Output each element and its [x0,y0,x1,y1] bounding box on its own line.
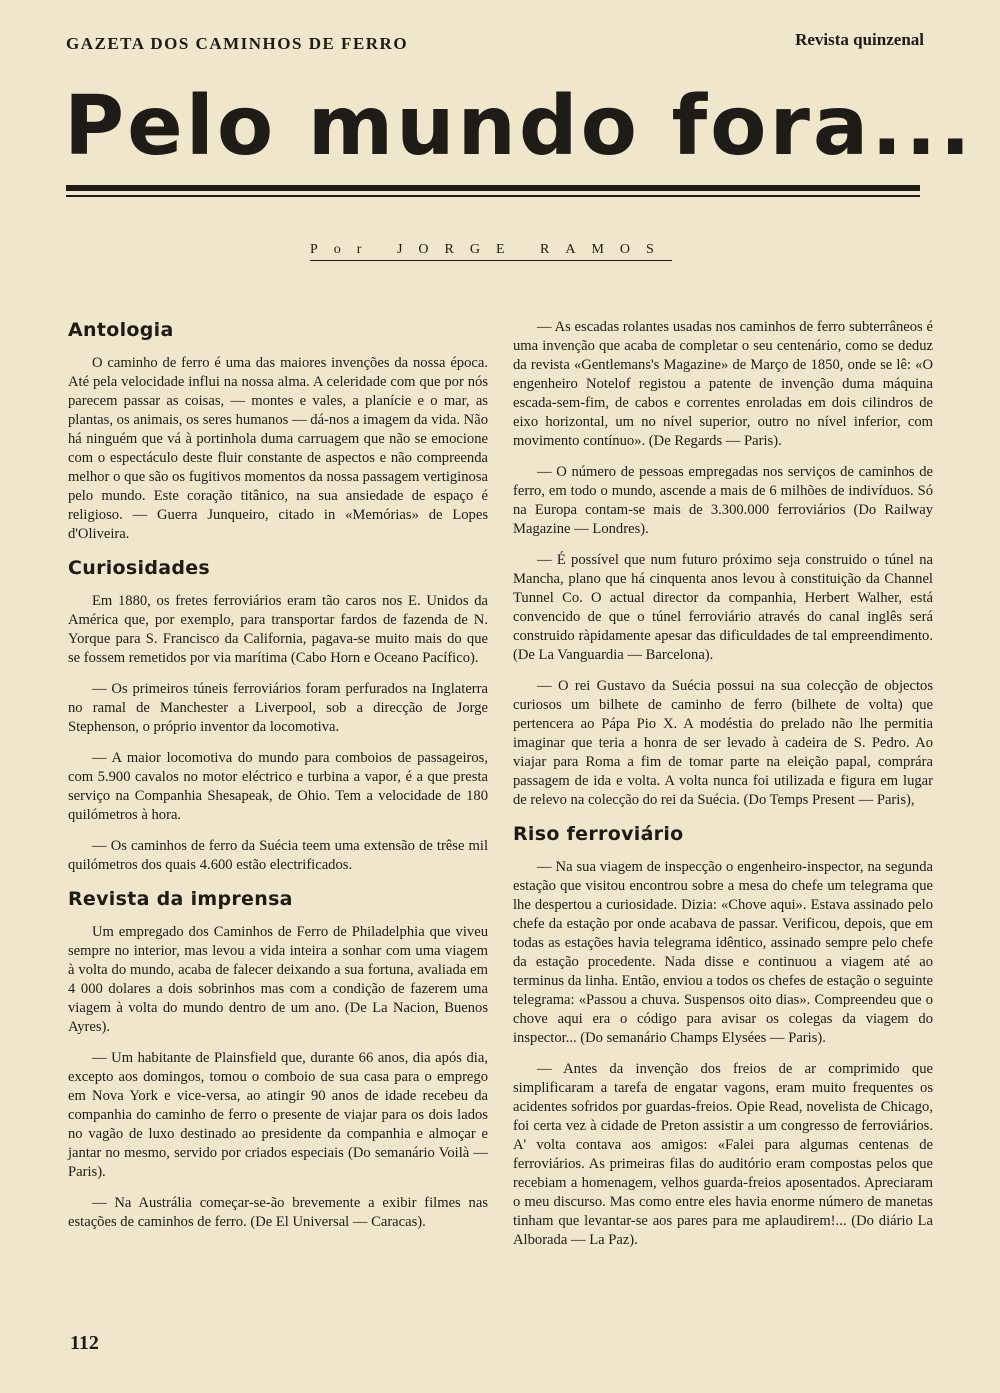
journal-name: GAZETA DOS CAMINHOS DE FERRO [66,34,409,53]
page-number: 112 [70,1332,99,1354]
curiosidades-paragraph-1: Em 1880, os fretes ferroviários eram tão caros nos E. Unidos da América que, por exemplo, para transportar fardos de fazenda de N. Yorque para S. Francisco da California, pagava-se muito mais do que se fossem remetidos por via marítima (Cabo Horn e Oceano Pacífico). [68,593,488,666]
revista-paragraph-2: — Um habitante de Plainsfield que, durante 66 anos, dia após dia, excepto aos domingos, tomou o comboio de sua casa para o emprego em Nova York e vice-versa, ao atingir 90 anos de idade recebeu da companhia do caminho de ferro o presente de viajar para os dois lados no vagão de luxo destinado ao presidente da companhia e almoçar e jantar no mesmo, servido por criados especiais (Do semanário Voilà — Paris). [68,1050,488,1180]
section-heading-revista: Revista da imprensa [68,888,293,910]
right-paragraph-3: — É possível que num futuro próximo seja construido o túnel na Mancha, plano que há cinquenta anos levou à constituição da Channel Tunnel Co. O actual director da companhia, Herbert Walher, está convencido de que o túnel ferroviário através do canal inglês será construido ràpidamente apesar das dificuldades de tal empreendimento. (De La Vanguardia — Barcelona). [513,552,933,663]
byline: Por JORGE RAMOS [310,242,672,261]
right-paragraph-1: — As escadas rolantes usadas nos caminhos de ferro subterrâneos é uma invenção que acaba de completar o seu centenário, como se deduz da revista «Gentlemans's Magazine» de Março de 1850, onde se lê: «O engenheiro Notelof registou a patente de invenção duma máquina escada-sem-fim, de cabos e correntes enroladas em dois cilindros de eixo horizontal, um no nível superior, outro no nível inferior, com movimento contínuo». (De Regards — Paris). [513,319,933,449]
section-heading-riso: Riso ferroviário [513,823,684,845]
antologia-paragraph: O caminho de ferro é uma das maiores invenções da nossa época. Até pela velocidade influi na nossa alma. A celeridade com que por nós parecem passar as coisas, — montes e vales, a planície e o mar, as plantas, os animais, os seres humanos — dá-nos a imagem da vida. Não há ninguém que vá à portinhola duma carruagem que não se emocione com o espectáculo deste fluir constante de aspectos e não compreenda melhor o que são os fugitivos momentos da nossa passagem vertiginosa pelo mundo. Este coração titânico, na sua ansiedade de espaço é religioso. — Guerra Junqueiro, citado in «Memórias» de Lopes d'Oliveira. [68,355,488,542]
title-rule-thick [66,185,920,191]
right-paragraph-4: — O rei Gustavo da Suécia possui na sua colecção de objectos curiosos um bilhete de caminho de ferro (bilhete de volta) que pertencera ao Pápa Pio X. A modéstia do prelado não lhe permitia imaginar que teria a honra de ser levado à cadeira de S. Pedro. Ao viajar para Roma a fim de tomar parte na eleição papal, comprára passagem de ida e volta. A volta nunca foi utilizada e figura em lugar de relevo na colecção do rei da Suécia. (Do Temps Present — Paris), [513,678,933,808]
curiosidades-paragraph-3: — A maior locomotiva do mundo para comboios de passageiros, com 5.900 cavalos no motor eléctrico e turbina a vapor, é a que presta serviço na Companhia Shesapeak, de Ohio. Tem a velocidade de 180 quilómetros à hora. [68,750,488,823]
revista-paragraph-1: Um empregado dos Caminhos de Ferro de Philadelphia que viveu sempre no interior, mas levou a vida inteira a sonhar com uma viagem à volta do mundo, acaba de falecer deixando a sua fortuna, avaliada em 4 000 dolares a dois sobrinhos mas com a condição de fazerem uma viagem à volta do mundo dentro de um ano. (De La Nacion, Buenos Ayres). [68,924,488,1035]
section-heading-curiosidades: Curiosidades [68,557,211,579]
periodicity-label: Revista quinzenal [795,30,924,49]
curiosidades-paragraph-2: — Os primeiros túneis ferroviários foram perfurados na Inglaterra no ramal de Manchester a Liverpool, sob a direcção de Jorge Stephenson, o próprio inventor da locomotiva. [68,681,488,735]
left-column [68,318,488,1244]
curiosidades-paragraph-4: — Os caminhos de ferro da Suécia teem uma extensão de trêse mil quilómetros dos quais 4.600 estão electrificados. [68,838,488,873]
riso-paragraph-1: — Na sua viagem de inspecção o engenheiro-inspector, na segunda estação que visitou encontrou sobre a mesa do chefe um telegrama que lhe despertou a curiosidade. Dizia: «Chove aqui». Estava assinado pelo chefe da estação por onde acabava de passar. Verificou, depois, que em todas as estações havia telegrama idêntico, assinado sempre pelo chefe da estação procedente. Nada disse e continuou a viagem até ao terminus da linha. Então, enviou a todos os chefes de estação o seguinte telegrama: «Passou a chuva. Suspensos oito dias». Compreendeu que o chove aqui era o código para avisar os colegas da viagem do inspector... (Do semanário Champs Elysées — Paris). [513,859,933,1046]
right-column [513,318,933,1262]
article-title: Pelo mundo fora... [64,79,974,174]
title-rule-thin [66,195,920,197]
right-paragraph-2: — O número de pessoas empregadas nos serviços de caminhos de ferro, em todo o mundo, ascende a mais de 6 milhões de indivíduos. Só na Europa contam-se mais de 3.300.000 ferroviários (Do Railway Magazine — Londres). [513,464,933,537]
section-heading-antologia: Antologia [68,319,174,341]
riso-paragraph-2: — Antes da invenção dos freios de ar comprimido que simplificaram a tarefa de engatar vagons, eram muito frequentes os acidentes sofridos por guardas-freios. Opie Read, novelista de Chicago, foi certa vez à cidade de Preton assistir a um congresso de ferroviários. A' volta contava aos amigos: «Falei para algumas centenas de ferroviários. As primeiras filas do auditório eram compostas pelos que recebiam a homenagem, velhos guarda-freios aposentados. Apreciaram o meu discurso. Mas como entre eles havia enorme número de manetas tinham que levantar-se aos pares para me aplaudirem!... (Do diário La Alborada — La Paz). [513,1061,933,1248]
revista-paragraph-3: — Na Austrália começar-se-ão brevemente a exibir filmes nas estações de caminhos de ferro. (De El Universal — Caracas). [68,1195,488,1230]
